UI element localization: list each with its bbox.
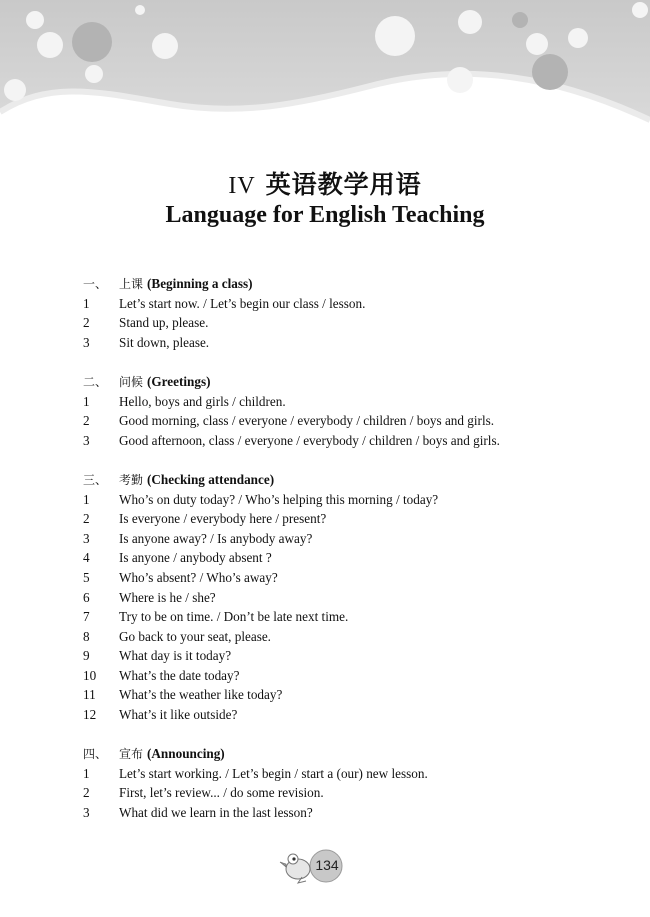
- section-heading: [83, 470, 563, 490]
- phrase-item: [83, 685, 563, 705]
- section-chinese-title: 问候: [119, 374, 144, 389]
- section-english-title: (Greetings): [147, 373, 211, 389]
- phrase-number: 12: [83, 707, 97, 723]
- phrase-item: [83, 490, 563, 510]
- phrase-number: 3: [83, 530, 90, 546]
- phrase-item: [83, 313, 563, 333]
- section-ordinal: 四、: [83, 747, 108, 762]
- phrase-item: [83, 431, 563, 451]
- phrase-number: 1: [83, 393, 90, 409]
- phrase-item: [83, 529, 563, 549]
- page-title: [0, 165, 650, 201]
- phrase-number: 10: [83, 667, 97, 683]
- phrase-text: Is anyone away? / Is anybody away?: [119, 530, 313, 546]
- phrase-item: [83, 627, 563, 647]
- title-chinese: 英语教学用语: [265, 170, 422, 199]
- phrase-item: [83, 764, 563, 784]
- section: [83, 372, 563, 450]
- phrase-number: 3: [83, 432, 90, 448]
- section-heading: [83, 744, 563, 764]
- phrase-text: Who’s absent? / Who’s away?: [119, 569, 278, 585]
- section-chinese-title: 宣布: [119, 747, 144, 762]
- phrase-item: [83, 588, 563, 608]
- phrase-item: [83, 411, 563, 431]
- phrase-item: [83, 646, 563, 666]
- section-chinese-title: 考勤: [119, 472, 144, 487]
- phrase-text: Stand up, please.: [119, 315, 209, 331]
- phrase-item: [83, 783, 563, 803]
- phrase-text: What’s the date today?: [119, 667, 240, 683]
- phrase-item: [83, 705, 563, 725]
- phrase-number: 1: [83, 491, 90, 507]
- phrase-number: 11: [83, 687, 96, 703]
- section-english-title: (Beginning a class): [147, 276, 253, 291]
- phrase-text: Is anyone / anybody absent ?: [119, 550, 272, 566]
- phrase-text: Sit down, please.: [119, 334, 210, 350]
- phrase-text: Good afternoon, class / everyone / everybody / children / boys and girls.: [119, 432, 500, 448]
- section: [83, 470, 563, 725]
- phrase-number: 6: [83, 589, 90, 605]
- section-english-title: (Checking attendance): [147, 471, 275, 487]
- title-numeral: IV: [228, 173, 256, 199]
- phrase-text: Let’s start working. / Let’s begin / start a (our) new lesson.: [119, 765, 428, 781]
- phrase-number: 8: [83, 628, 90, 644]
- section-heading: [83, 372, 563, 392]
- phrase-text: Good morning, class / everyone / everybody / children / boys and girls.: [119, 413, 495, 429]
- section-chinese-title: 上课: [119, 277, 144, 291]
- phrase-sections: [83, 274, 563, 842]
- phrase-text: What day is it today?: [119, 648, 232, 664]
- section: [83, 744, 563, 822]
- phrase-number: 4: [83, 550, 90, 566]
- phrase-item: [83, 568, 563, 588]
- phrase-number: 3: [83, 805, 90, 821]
- section-ordinal: 二、: [83, 374, 108, 389]
- phrase-item: [83, 803, 563, 823]
- section-heading: [83, 274, 563, 294]
- phrase-item: [83, 294, 563, 314]
- phrase-item: [83, 509, 563, 529]
- phrase-item: [83, 607, 563, 627]
- section-ordinal: 一、: [83, 277, 108, 291]
- phrase-text: Is everyone / everybody here / present?: [119, 511, 327, 527]
- header-decoration: [0, 0, 650, 140]
- phrase-item: [83, 548, 563, 568]
- section-english-title: (Announcing): [147, 746, 225, 762]
- phrase-number: 1: [83, 295, 90, 311]
- phrase-text: First, let’s review... / do some revision.: [119, 785, 324, 801]
- page-subtitle: Language for English Teaching: [165, 202, 485, 228]
- phrase-text: Who’s on duty today? / Who’s helping this morning / today?: [119, 491, 439, 507]
- phrase-item: [83, 666, 563, 686]
- phrase-number: 3: [83, 334, 90, 350]
- phrase-number: 2: [83, 511, 90, 527]
- phrase-number: 2: [83, 785, 90, 801]
- phrase-number: 7: [83, 609, 90, 625]
- phrase-text: Go back to your seat, please.: [119, 628, 271, 644]
- phrase-text: Where is he / she?: [119, 589, 216, 605]
- section: [83, 274, 563, 352]
- phrase-item: [83, 392, 563, 412]
- page-number: 134: [315, 857, 339, 873]
- phrase-text: Let’s start now. / Let’s begin our class / lesson.: [119, 295, 366, 311]
- phrase-number: 5: [83, 569, 90, 585]
- phrase-number: 2: [83, 413, 90, 429]
- phrase-item: [83, 333, 563, 353]
- phrase-number: 9: [83, 648, 90, 664]
- phrase-text: What did we learn in the last lesson?: [119, 805, 313, 821]
- phrase-number: 2: [83, 315, 90, 331]
- phrase-text: Try to be on time. / Don’t be late next time.: [119, 609, 349, 625]
- phrase-number: 1: [83, 765, 90, 781]
- phrase-text: What’s it like outside?: [119, 707, 238, 723]
- phrase-text: Hello, boys and girls / children.: [119, 393, 286, 409]
- section-ordinal: 三、: [83, 472, 108, 487]
- phrase-text: What’s the weather like today?: [119, 687, 283, 703]
